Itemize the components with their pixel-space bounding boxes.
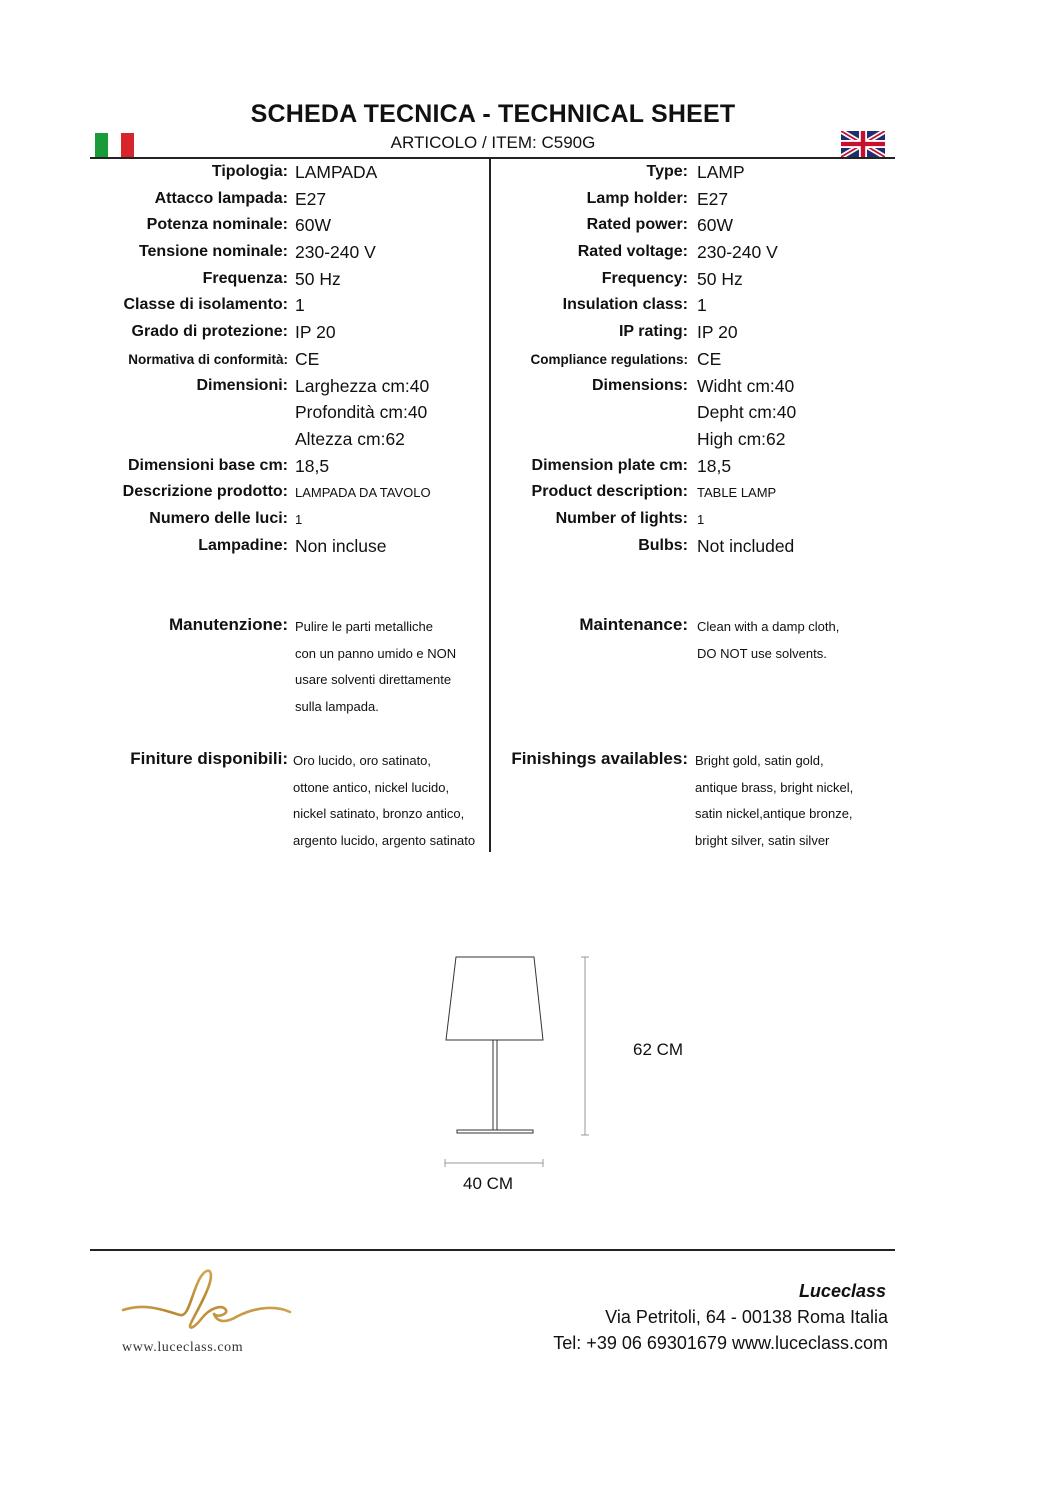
lampshade-outline [446, 957, 543, 1040]
spec-row [494, 481, 894, 508]
finish-line: bright silver, satin silver [695, 833, 830, 849]
spec-row [92, 321, 487, 348]
spec-row [494, 321, 894, 348]
spec-value: E27 [295, 188, 327, 209]
english-spec-column [494, 161, 894, 561]
spec-value: TABLE LAMP [697, 485, 777, 501]
spec-value: IP 20 [295, 322, 336, 343]
finishes-label: Finiture disponibili: [130, 749, 288, 768]
spec-value: 1 [697, 511, 705, 527]
spec-row [92, 268, 487, 295]
spec-value: Larghezza cm:40 [295, 375, 430, 396]
spec-row [494, 241, 894, 268]
spec-row [494, 455, 894, 482]
spec-value: 50 Hz [295, 268, 341, 289]
maintenance-line: DO NOT use solvents. [697, 645, 827, 661]
finish-line: Oro lucido, oro satinato, [293, 753, 432, 768]
table-lamp-drawing [430, 950, 610, 1180]
spec-row [92, 428, 487, 455]
spec-row [92, 161, 487, 188]
spec-value: 1 [295, 295, 305, 316]
spec-value: Non incluse [295, 535, 387, 556]
finish-line: ottone antico, nickel lucido, [293, 779, 450, 795]
column-divider [489, 159, 491, 852]
height-dimension-label: 62 CM [633, 1040, 684, 1059]
italian-spec-column [92, 161, 487, 561]
spec-label: Number of lights: [555, 509, 688, 527]
spec-value: 230-240 V [295, 242, 376, 263]
spec-label: Tipologia: [211, 163, 288, 180]
company-name: Luceclass [798, 1281, 886, 1301]
footer-divider [90, 1249, 895, 1251]
spec-row [92, 375, 487, 402]
width-dimension-label: 40 CM [463, 1174, 514, 1193]
maintenance-line: Pulire le parti metalliche [295, 619, 434, 634]
maintenance-label: Maintenance: [579, 615, 688, 634]
spec-row [92, 401, 487, 428]
italian-flag-icon [95, 133, 134, 157]
spec-row [494, 268, 894, 295]
spec-label: Tensione nominale: [138, 243, 288, 261]
spec-value: Not included [697, 535, 795, 556]
spec-label: Frequenza: [202, 269, 288, 287]
spec-value: IP 20 [697, 322, 738, 343]
spec-value: Widht cm:40 [697, 375, 795, 396]
spec-label: Insulation class: [562, 296, 688, 314]
spec-row [92, 508, 487, 535]
spec-label: Numero delle luci: [149, 509, 288, 527]
spec-row [92, 241, 487, 268]
spec-value: 1 [697, 295, 707, 316]
spec-value: 60W [697, 215, 733, 236]
spec-value: LAMPADA [295, 162, 378, 182]
page-title: SCHEDA TECNICA - TECHNICAL SHEET [250, 100, 736, 128]
spec-row [92, 188, 487, 215]
spec-value: LAMP [697, 162, 745, 182]
spec-label: Dimension plate cm: [531, 456, 688, 474]
spec-value: E27 [697, 188, 729, 209]
spec-row [494, 188, 894, 215]
spec-value: Profondità cm:40 [295, 402, 428, 423]
spec-value: Depht cm:40 [697, 402, 797, 423]
finish-line: Bright gold, satin gold, [695, 753, 824, 768]
spec-row [92, 455, 487, 482]
spec-row [494, 161, 894, 188]
spec-row [92, 535, 487, 562]
spec-label: Descrizione prodotto: [122, 483, 288, 501]
item-code: ARTICOLO / ITEM: C590G [390, 133, 596, 152]
lamp-stem [493, 1040, 497, 1130]
spec-value: 230-240 V [697, 242, 778, 263]
spec-label: Rated power: [586, 216, 688, 234]
spec-row [92, 348, 487, 375]
uk-flag-icon [841, 131, 885, 157]
spec-label: Lampadine: [198, 536, 288, 554]
spec-label: Rated voltage: [577, 243, 688, 261]
finish-line: antique brass, bright nickel, [695, 779, 854, 795]
logo-website-text: www.luceclass.com [122, 1340, 244, 1355]
header-divider [90, 157, 895, 159]
spec-value: 50 Hz [697, 268, 743, 289]
spec-value: CE [295, 348, 320, 369]
spec-value: 18,5 [697, 455, 732, 476]
spec-row [92, 481, 487, 508]
spec-row [494, 375, 894, 402]
finish-line: nickel satinato, bronzo antico, [293, 806, 465, 822]
spec-row [494, 428, 894, 455]
spec-label: IP rating: [618, 323, 688, 341]
spec-value: Altezza cm:62 [295, 428, 405, 449]
spec-label: Dimensioni base cm: [127, 456, 288, 474]
company-address: Via Petritoli, 64 - 00138 Roma Italia [605, 1307, 888, 1327]
finishes-label: Finishings availables: [511, 749, 688, 768]
spec-label: Attacco lampada: [154, 189, 288, 207]
maintenance-line: Clean with a damp cloth, [697, 619, 840, 634]
spec-label: Dimensioni: [196, 376, 288, 394]
height-dimension-line [581, 957, 589, 1135]
maintenance-line: usare solventi direttamente [295, 672, 452, 688]
finish-line: argento lucido, argento satinato [293, 833, 476, 849]
spec-label: Normativa di conformità: [128, 351, 288, 367]
spec-row [494, 348, 894, 375]
spec-label: Compliance regulations: [530, 351, 688, 367]
maintenance-line: con un panno umido e NON [295, 645, 457, 661]
spec-row [92, 214, 487, 241]
spec-value: CE [697, 348, 722, 369]
spec-row [494, 401, 894, 428]
spec-label: Grado di protezione: [131, 323, 288, 341]
spec-row [494, 214, 894, 241]
lamp-base [457, 1130, 533, 1133]
spec-row [92, 294, 487, 321]
spec-label: Frequency: [601, 269, 688, 287]
spec-row [494, 508, 894, 535]
spec-row [494, 294, 894, 321]
spec-label: Dimensions: [591, 376, 688, 394]
spec-label: Product description: [531, 483, 688, 501]
spec-label: Lamp holder: [586, 189, 688, 207]
finish-line: satin nickel,antique bronze, [695, 806, 853, 822]
spec-value: High cm:62 [697, 428, 786, 449]
spec-value: LAMPADA DA TAVOLO [295, 485, 431, 501]
spec-label: Bulbs: [638, 536, 688, 554]
spec-value: 60W [295, 215, 331, 236]
spec-value: 1 [295, 511, 303, 527]
spec-value: 18,5 [295, 455, 330, 476]
spec-label: Potenza nominale: [146, 216, 288, 234]
spec-row [494, 535, 894, 562]
width-dimension-line [445, 1159, 543, 1167]
spec-label: Classe di isolamento: [123, 296, 288, 314]
maintenance-label: Manutenzione: [169, 615, 288, 634]
spec-label: Type: [646, 163, 688, 180]
company-contact: Tel: +39 06 69301679 www.luceclass.com [553, 1333, 888, 1353]
maintenance-line: sulla lampada. [295, 699, 379, 715]
